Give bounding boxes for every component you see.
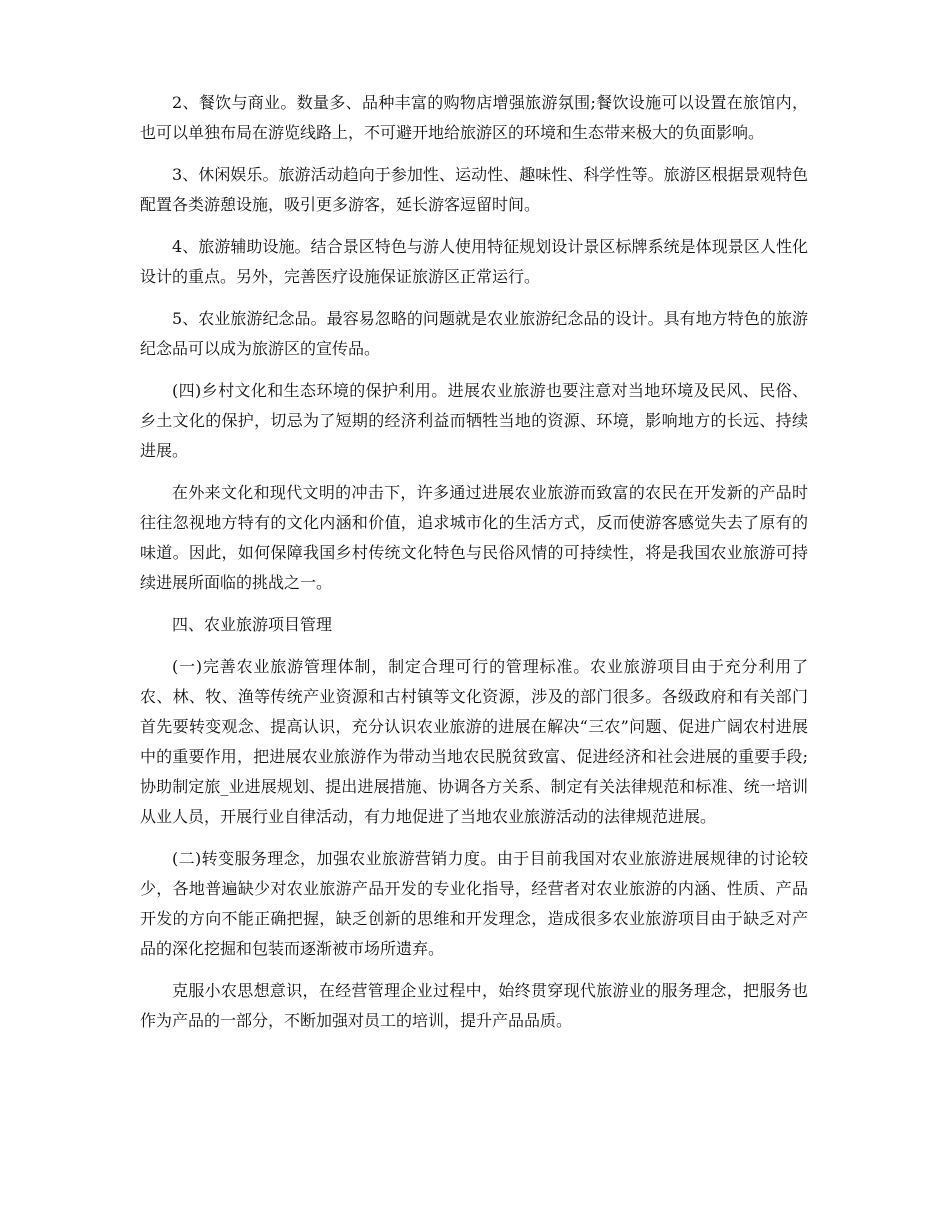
paragraph-auxiliary-facilities: 4、旅游辅助设施。结合景区特色与游人使用特征规划设计景区标牌系统是体现景区人性化设计的重点。另外，完善医疗设施保证旅游区正常运行。: [140, 237, 808, 286]
paragraph-service-marketing: (二)转变服务理念，加强农业旅游营销力度。由于目前我国对农业旅游进展规律的讨论较少，各地普遍缺少对农业旅游产品开发的专业化指导，经营者对农业旅游的内涵、性质、产品开发的方向不能正确把握，缺乏创新的思维和开发理念，造成很多农业旅游项目由于缺乏对产品的深化挖掘和包装而逐渐被市场所遗弃。: [140, 849, 808, 958]
paragraph-dining-commerce: 2、餐饮与商业。数量多、品种丰富的购物店增强旅游氛围;餐饮设施可以设置在旅馆内，也可以单独布局在游览线路上，不可避开地给旅游区的环境和生态带来极大的负面影响。: [140, 93, 808, 142]
paragraph-overcome-peasant-mindset: 克服小农思想意识，在经营管理企业过程中，始终贯穿现代旅游业的服务理念，把服务也作为产品的一部分，不断加强对员工的培训，提升产品品质。: [140, 981, 808, 1030]
paragraph-leisure-entertainment: 3、休闲娱乐。旅游活动趋向于参加性、运动性、趣味性、科学性等。旅游区根据景观特色配置各类游憩设施，吸引更多游客，延长游客逗留时间。: [140, 165, 808, 214]
paragraph-management-system: (一)完善农业旅游管理体制，制定合理可行的管理标准。农业旅游项目由于充分利用了农、林、牧、渔等传统产业资源和古村镇等文化资源，涉及的部门很多。各级政府和有关部门首先要转变观念、提高认识，充分认识农业旅游的进展在解决“三农”问题、促进广阔农村进展中的重要作用，把进展农业旅游作为带动当地农民脱贫致富、促进经济和社会进展的重要手段;协助制定旅_业进展规划、提出进展措施、协调各方关系、制定有关法律规范和标准、统一培训从业人员，开展行业自律活动，有力地促进了当地农业旅游活动的法律规范进展。: [140, 657, 808, 826]
paragraph-souvenirs: 5、农业旅游纪念品。最容易忽略的问题就是农业旅游纪念品的设计。具有地方特色的旅游纪念品可以成为旅游区的宣传品。: [140, 309, 808, 358]
paragraph-rural-culture-protection: (四)乡村文化和生态环境的保护利用。进展农业旅游也要注意对当地环境及民风、民俗、乡土文化的保护，切忌为了短期的经济利益而牺牲当地的资源、环境，影响地方的长远、持续进展。: [140, 381, 808, 460]
paragraph-cultural-challenge: 在外来文化和现代文明的冲击下，许多通过进展农业旅游而致富的农民在开发新的产品时往往忽视地方特有的文化内涵和价值，追求城市化的生活方式，反而使游客感觉失去了原有的味道。因此，如何保障我国乡村传统文化特色与民俗风情的可持续性，将是我国农业旅游可持续进展所面临的挑战之一。: [140, 483, 808, 592]
section-heading-project-management: 四、农业旅游项目管理: [172, 615, 333, 634]
document-body: [140, 88, 808, 1048]
